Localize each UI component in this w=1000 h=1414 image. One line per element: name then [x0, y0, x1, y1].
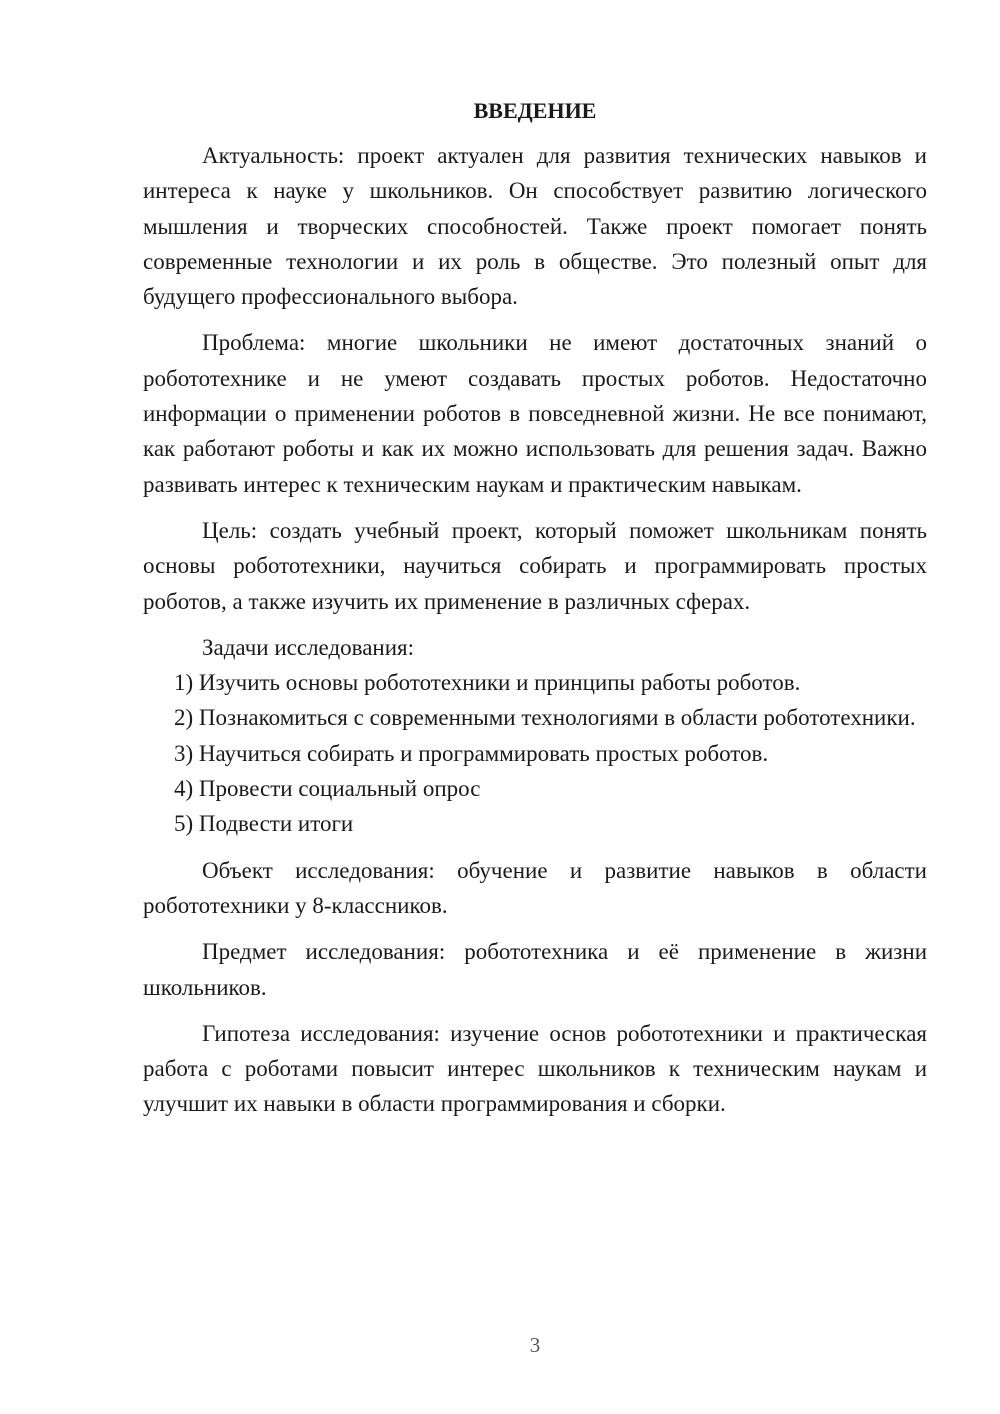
task-item-4: 4) Провести социальный опрос	[174, 776, 481, 802]
task-item-1: 1) Изучить основы робототехники и принципы работы роботов.	[174, 670, 801, 696]
task-item-3: 3) Научиться собирать и программировать простых роботов.	[174, 740, 769, 766]
goal-paragraph: Цель: создать учебный проект, который поможет школьникам понять основы робототехники, научиться собирать и программировать простых роботов, а также изучить их применение в различных сферах.	[143, 517, 927, 614]
tasks-heading: Задачи исследования:	[202, 634, 415, 660]
task-item-2: 2) Познакомиться с современными технологиями в области робототехники.	[174, 705, 916, 731]
hypothesis-paragraph: Гипотеза исследования: изучение основ робототехники и практическая работа с роботами повысит интерес школьников к техническим наукам и улучшит их навыки в области программирования и сборки.	[143, 1020, 927, 1117]
page-title: ВВЕДЕНИЕ	[473, 98, 597, 123]
page-content	[143, 96, 927, 1122]
task-item-5: 5) Подвести итоги	[174, 811, 354, 837]
relevance-paragraph: Актуальность: проект актуален для развития технических навыков и интереса к науке у школьников. Он способствует развитию логического мышления и творческих способностей. Также проект помогает понять современные технологии и их роль в обществе. Это полезный опыт для будущего профессионального выбора.	[143, 143, 927, 310]
object-paragraph: Объект исследования: обучение и развитие навыков в области робототехники у 8-классников.	[143, 857, 927, 918]
subject-paragraph: Предмет исследования: робототехника и её применение в жизни школьников.	[143, 939, 927, 1000]
problem-paragraph: Проблема: многие школьники не имеют достаточных знаний о робототехнике и не умеют создавать простых роботов. Недостаточно информации о применении роботов в повседневной жизни. Не все понимают, как работают роботы и как их можно использовать для решения задач. Важно развивать интерес к техническим наукам и практическим навыкам.	[143, 330, 927, 497]
page-number: 3	[529, 1333, 541, 1357]
